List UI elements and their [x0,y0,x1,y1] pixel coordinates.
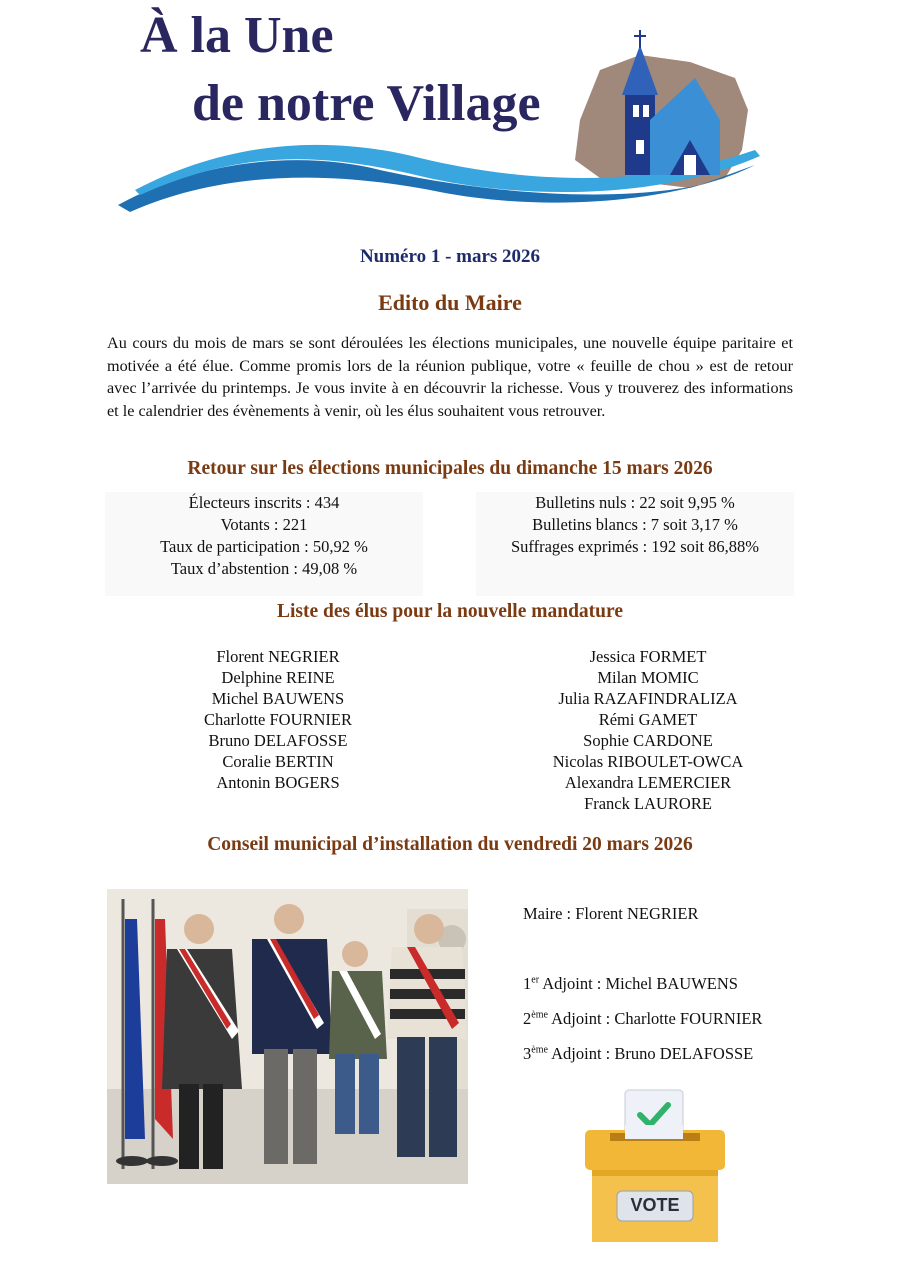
ballot-box-icon [580,1085,730,1245]
stat-line: Bulletins blancs : 7 soit 3,17 % [532,515,738,534]
elu-name: Bruno DELAFOSSE [208,731,348,750]
issue-number: Numéro 1 - mars 2026 [359,246,541,267]
elus-title: Liste des élus pour la nouvelle mandature [277,601,623,622]
edito-text: Au cours du mois de mars se sont déroulées les élections municipales, une nouvelle équipe paritaire et motivée a été élue. Comme promis lors de la réunion publique, votre « feuille de chou » est de retour avec l’arrivée du printemps. Je vous invite à en découvrir la richesse. Vous y trouverez des informations et le calendrier des évènements à venir, où les élus souhaitent vous retrouver. [107,334,793,420]
masthead-title-line1: À la Une [140,7,334,64]
elu-name: Coralie BERTIN [222,752,334,771]
elu-name: Julia RAZAFINDRALIZA [558,689,738,708]
elu-name: Jessica FORMET [589,647,707,666]
masthead-title-line2: de notre Village [192,75,541,132]
council-photo-illustration [107,889,468,1184]
stat-line: Suffrages exprimés : 192 soit 86,88% [510,537,760,556]
elus-list-left [128,646,428,793]
elu-name: Milan MOMIC [597,668,699,687]
elu-name: Alexandra LEMERCIER [564,773,732,792]
role-rank: 2 [523,1009,532,1028]
elections-title: Retour sur les élections municipales du dimanche 15 mars 2026 [187,458,713,479]
council-photo [107,889,468,1184]
election-stats-right [476,492,794,596]
role-text: Adjoint : Charlotte FOURNIER [547,1009,763,1028]
elu-name: Rémi GAMET [598,710,698,729]
role-adjoint-1 [523,974,738,994]
elu-name: Nicolas RIBOULET-OWCA [552,752,744,771]
elu-name: Florent NEGRIER [216,647,340,666]
church-icon [622,30,720,175]
vote-label: VOTE [630,1195,680,1215]
role-rank-suffix: ème [531,1009,548,1021]
role-text: Adjoint : Bruno DELAFOSSE [547,1044,754,1063]
edito-title: Edito du Maire [378,290,522,315]
stat-line: Votants : 221 [220,515,308,534]
elus-list-right [498,646,798,814]
elu-name: Sophie CARDONE [583,731,713,750]
role-rank: 3 [523,1044,532,1063]
elu-name: Charlotte FOURNIER [203,710,353,729]
elu-name: Delphine REINE [221,668,335,687]
stat-line: Bulletins nuls : 22 soit 9,95 % [535,493,735,512]
stat-line: Électeurs inscrits : 434 [188,493,340,512]
elu-name: Franck LAURORE [584,794,712,813]
stat-line: Taux de participation : 50,92 % [160,537,368,556]
masthead [0,0,900,230]
stat-line: Taux d’abstention : 49,08 % [170,559,358,578]
role-adjoint-3 [523,1044,753,1064]
role-rank-suffix: ème [531,1044,548,1056]
role-rank-suffix: er [531,974,540,986]
elu-name: Michel BAUWENS [211,689,345,708]
conseil-title: Conseil municipal d’installation du vendredi 20 mars 2026 [207,834,693,855]
election-stats-left [105,492,423,596]
ballot-box-graphic [580,1085,730,1245]
elu-name: Antonin BOGERS [216,773,340,792]
role-maire: Maire : Florent NEGRIER [523,904,699,923]
role-rank: 1 [523,974,532,993]
role-adjoint-2 [523,1009,762,1029]
role-text: Adjoint : Michel BAUWENS [539,974,738,993]
council-roles [523,904,823,1074]
